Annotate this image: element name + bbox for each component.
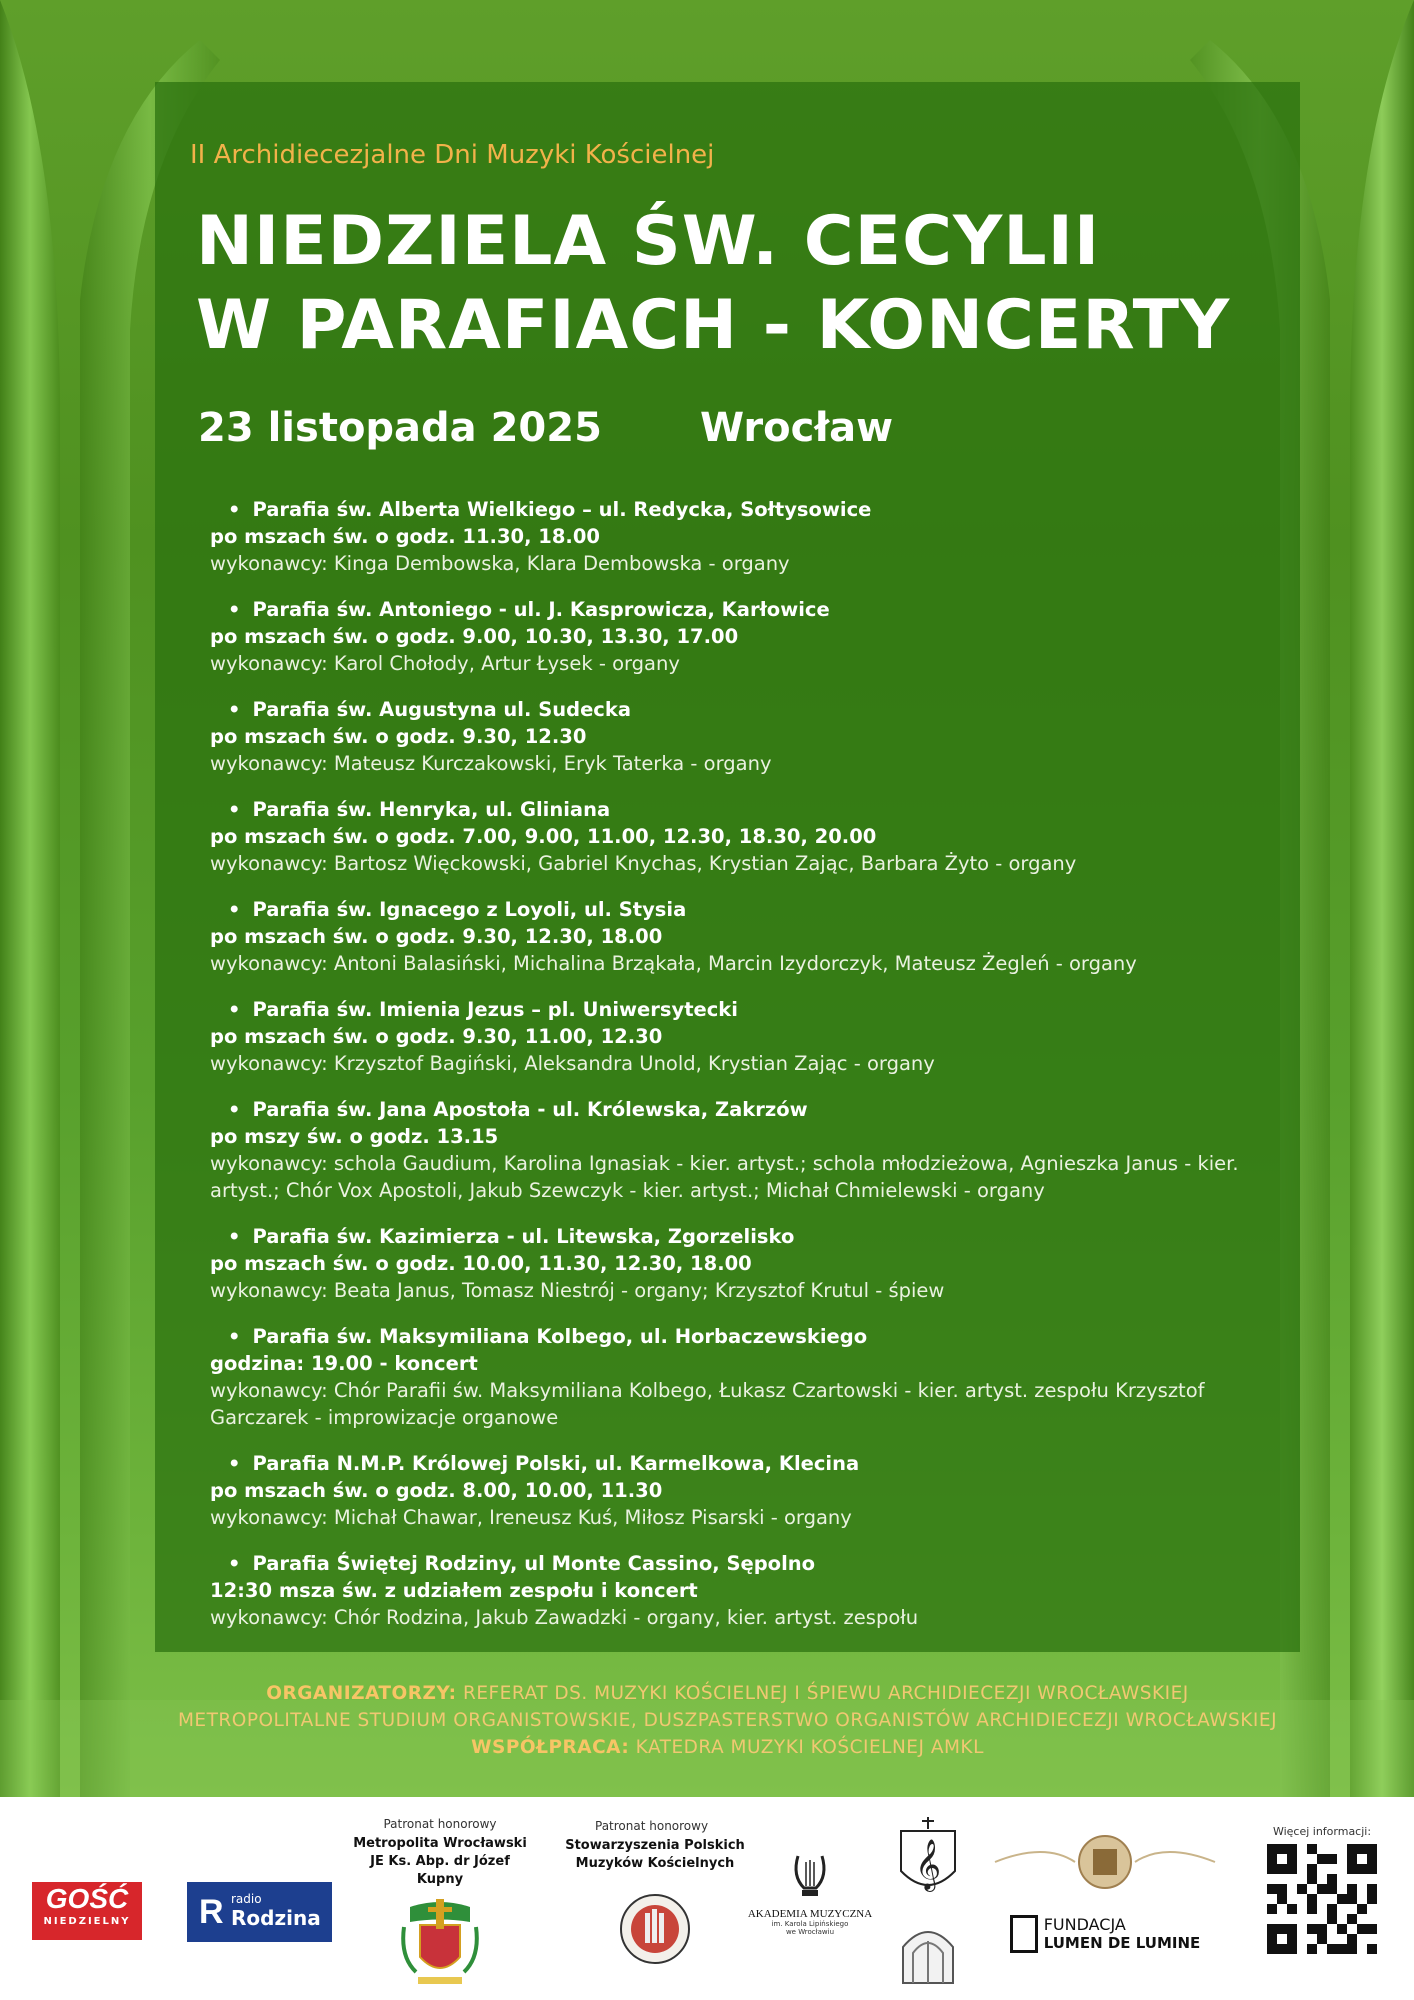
list-item [210, 796, 1280, 877]
list-item [210, 896, 1280, 977]
performers: wykonawcy: schola Gaudium, Karolina Ignasiak - kier. artyst.; schola młodzieżowa, Agnieszka Janus - kier. artyst.; Chór Vox Apostoli, Jakub Szewczyk - kier. artyst.; Michał Chmielewski - organy [210, 1152, 1239, 1202]
performers: wykonawcy: Mateusz Kurczakowski, Eryk Taterka - organy [210, 752, 772, 775]
list-item [210, 496, 1280, 577]
concert-time: po mszy św. o godz. 13.15 [210, 1125, 499, 1148]
parish-list [210, 496, 1280, 1650]
concert-time: po mszach św. o godz. 9.30, 12.30 [210, 725, 587, 748]
treble-clef-shield-icon [895, 1815, 961, 1905]
gosc-logo-top: GOŚĆ [45, 1883, 129, 1914]
organizers-line-3 [155, 1734, 1300, 1761]
performers: wykonawcy: Bartosz Więckowski, Gabriel Knychas, Krystian Zając, Barbara Żyto - organy [210, 852, 1077, 875]
patron-metropolita [345, 1817, 535, 1987]
concert-time: po mszach św. o godz. 9.30, 11.00, 12.30 [210, 1025, 663, 1048]
ornament-emblem-icon [985, 1827, 1225, 1897]
patron-stowarzyszenie [560, 1819, 750, 1967]
lyre-icon [790, 1852, 830, 1900]
cathedral-window-icon [895, 1917, 961, 1987]
concert-time: po mszach św. o godz. 10.00, 11.30, 12.30, 18.00 [210, 1252, 752, 1275]
organizers-line-1 [155, 1680, 1300, 1707]
akademia-line2: im. Karola Lipińskiego [771, 1920, 849, 1928]
radio-logo-big: Rodzina [231, 1906, 321, 1930]
list-item [210, 1550, 1280, 1631]
performers: wykonawcy: Michał Chawar, Ireneusz Kuś, Miłosz Pisarski - organy [210, 1506, 852, 1529]
concert-time: po mszach św. o godz. 9.30, 12.30, 18.00 [210, 925, 663, 948]
fundacja-wordmark [985, 1915, 1225, 1953]
concert-time: po mszach św. o godz. 9.00, 10.30, 13.30, 17.00 [210, 625, 739, 648]
spmk-seal-icon [617, 1891, 693, 1967]
performers: wykonawcy: Chór Rodzina, Jakub Zawadzki - organy, kier. artyst. zespołu [210, 1606, 919, 1629]
performers: wykonawcy: Antoni Balasiński, Michalina Brząkała, Marcin Izydorczyk, Mateusz Żegleń - organy [210, 952, 1137, 975]
cooperation-text: KATEDRA MUZYKI KOŚCIELNEJ AMKL [635, 1737, 984, 1758]
parish-name: • Parafia św. Henryka, ul. Gliniana [210, 796, 1280, 823]
footer-logos [0, 1797, 1414, 2000]
svg-text:𝄞: 𝄞 [914, 1839, 942, 1890]
parish-name: • Parafia św. Maksymiliana Kolbego, ul. Horbaczewskiego [210, 1323, 1280, 1350]
fundacja-line1: FUNDACJA [1043, 1915, 1126, 1934]
list-item [210, 996, 1280, 1077]
title-line-2: W PARAFIACH - KONCERTY [196, 286, 1231, 365]
concert-time: godzina: 19.00 - koncert [210, 1352, 478, 1375]
event-city: Wrocław [700, 405, 894, 451]
parish-name: • Parafia św. Augustyna ul. Sudecka [210, 696, 1280, 723]
concert-time: po mszach św. o godz. 11.30, 18.00 [210, 525, 600, 548]
title-line-1: NIEDZIELA ŚW. CECYLII [196, 202, 1101, 281]
list-item [210, 1096, 1280, 1204]
list-item [210, 1223, 1280, 1304]
parish-name: • Parafia św. Jana Apostoła - ul. Królewska, Zakrzów [210, 1096, 1280, 1123]
organizers-block [155, 1680, 1300, 1761]
qr-code-icon[interactable] [1267, 1844, 1377, 1954]
more-info-label: Więcej informacji: [1272, 1825, 1372, 1838]
gosc-niedzielny-logo[interactable] [32, 1882, 142, 1940]
performers: wykonawcy: Karol Chołody, Artur Łysek - organy [210, 652, 680, 675]
performers: wykonawcy: Chór Parafii św. Maksymiliana Kolbego, Łukasz Czartowski - kier. artyst. zespołu Krzysztof Garczarek - improwizacje organowe [210, 1379, 1205, 1429]
parish-name: • Parafia św. Ignacego z Loyoli, ul. Stysia [210, 896, 1280, 923]
concert-time: po mszach św. o godz. 7.00, 9.00, 11.00, 12.30, 18.30, 20.00 [210, 825, 877, 848]
fundacja-lumen-de-lumine-logo[interactable] [985, 1827, 1225, 1953]
radio-logo-small: radio [231, 1892, 262, 1906]
organizers-text-2: METROPOLITALNE STUDIUM ORGANISTOWSKIE, DUSZPASTERSTWO ORGANISTÓW ARCHIDIECEZJI WROCŁAWSKIEJ [177, 1710, 1278, 1731]
performers: wykonawcy: Beata Janus, Tomasz Niestrój - organy; Krzysztof Krutul - śpiew [210, 1279, 945, 1302]
akademia-muzyczna-logo[interactable] [745, 1852, 875, 1936]
parish-name: • Parafia św. Kazimierza - ul. Litewska, Zgorzelisko [210, 1223, 1280, 1250]
organizers-text-1: REFERAT DS. MUZYKI KOŚCIELNEJ I ŚPIEWU ARCHIDIECEZJI WROCŁAWSKIEJ [462, 1683, 1189, 1704]
list-item [210, 696, 1280, 777]
event-subtitle: II Archidiecezjalne Dni Muzyki Kościelnej [190, 140, 715, 170]
event-date: 23 listopada 2025 [198, 405, 602, 451]
list-item [210, 1323, 1280, 1431]
patron1-label: Patronat honorowy [383, 1817, 497, 1831]
parish-name: • Parafia św. Alberta Wielkiego – ul. Redycka, Sołtysowice [210, 496, 1280, 523]
akademia-line1: AKADEMIA MUZYCZNA [747, 1908, 873, 1920]
fundacja-line2: LUMEN DE LUMINE [1043, 1934, 1201, 1952]
concert-time: 12:30 msza św. z udziałem zespołu i koncert [210, 1579, 698, 1602]
radio-rodzina-logo[interactable] [187, 1882, 332, 1942]
patron1-line2: JE Ks. Abp. dr Józef Kupny [370, 1854, 510, 1887]
parish-name: • Parafia N.M.P. Królowej Polski, ul. Karmelkowa, Klecina [210, 1450, 1280, 1477]
patron2-label: Patronat honorowy [595, 1819, 709, 1833]
akademia-line3: we Wrocławiu [785, 1928, 835, 1936]
studium-organistowskie-logo[interactable] [895, 1815, 965, 1991]
concert-time: po mszach św. o godz. 8.00, 10.00, 11.30 [210, 1479, 663, 1502]
gosc-logo-bottom: NIEDZIELNY [43, 1916, 131, 1927]
radio-r-icon: R [199, 1893, 224, 1931]
parish-name: • Parafia Świętej Rodziny, ul Monte Cassino, Sępolno [210, 1550, 1280, 1577]
list-item [210, 1450, 1280, 1531]
patron1-line1: Metropolita Wrocławski [353, 1836, 527, 1851]
patron2-line2: Muzyków Kościelnych [575, 1856, 735, 1871]
performers: wykonawcy: Krzysztof Bagiński, Aleksandra Unold, Krystian Zając - organy [210, 1052, 935, 1075]
performers: wykonawcy: Kinga Dembowska, Klara Dembowska - organy [210, 552, 790, 575]
parish-name: • Parafia św. Imienia Jezus – pl. Uniwersytecki [210, 996, 1280, 1023]
book-icon [1010, 1915, 1038, 1953]
patron2-line1: Stowarzyszenia Polskich [565, 1838, 745, 1853]
page-title [196, 200, 1230, 368]
archbishop-coat-of-arms-icon [400, 1897, 480, 1987]
qr-block [1262, 1825, 1382, 1954]
organizers-label: ORGANIZATORZY: [266, 1683, 457, 1704]
parish-name: • Parafia św. Antoniego - ul. J. Kasprowicza, Karłowice [210, 596, 1280, 623]
cooperation-label: WSPÓŁPRACA: [471, 1737, 630, 1758]
list-item [210, 596, 1280, 677]
